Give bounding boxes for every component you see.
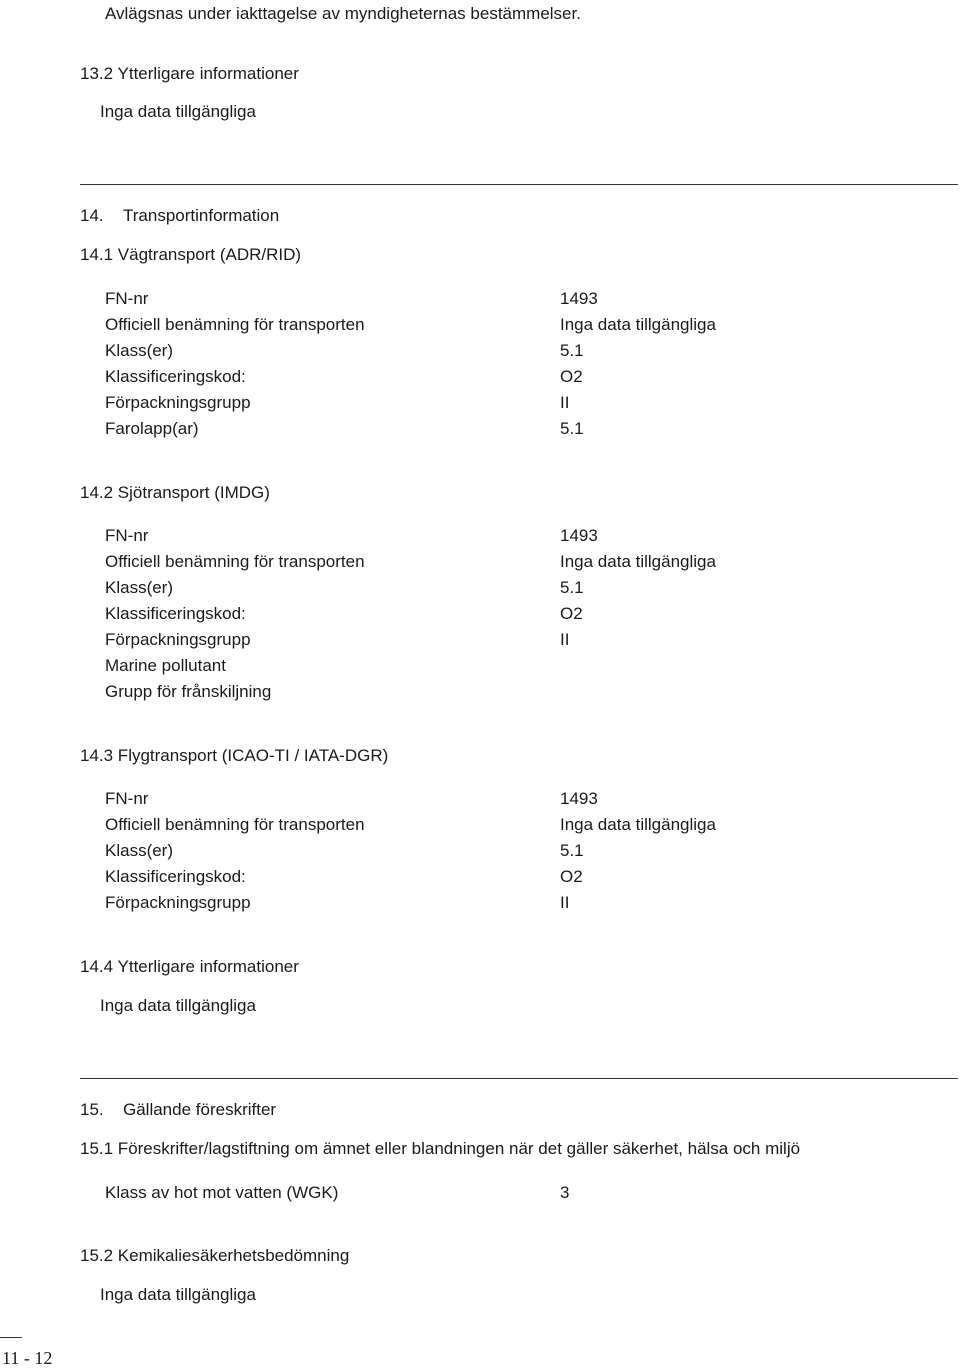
sea-value-class: 5.1 (560, 578, 584, 597)
section-14-2-heading: 14.2 Sjötransport (IMDG) (80, 483, 270, 502)
section-13-2-text: Inga data tillgängliga (100, 102, 256, 121)
section-divider (80, 1078, 958, 1079)
road-value-class: 5.1 (560, 341, 584, 360)
air-label-classification-code: Klassificeringskod: (105, 867, 246, 886)
air-value-class: 5.1 (560, 841, 584, 860)
wgk-value: 3 (560, 1183, 570, 1202)
section-15-number: 15. (80, 1100, 104, 1119)
road-label-classification-code: Klassificeringskod: (105, 367, 246, 386)
section-13-2-heading: 13.2 Ytterligare informationer (80, 64, 299, 83)
wgk-label: Klass av hot mot vatten (WGK) (105, 1183, 339, 1202)
sea-label-un-number: FN-nr (105, 526, 149, 545)
road-value-hazard-label: 5.1 (560, 419, 584, 438)
section-14-number: 14. (80, 206, 104, 225)
section-15-2-text: Inga data tillgängliga (100, 1285, 256, 1304)
sea-label-shipping-name: Officiell benämning för transporten (105, 552, 365, 571)
air-value-un-number: 1493 (560, 789, 598, 808)
air-label-packing-group: Förpackningsgrupp (105, 893, 251, 912)
sea-label-packing-group: Förpackningsgrupp (105, 630, 251, 649)
section-14-4-heading: 14.4 Ytterligare informationer (80, 957, 299, 976)
section-15-title: Gällande föreskrifter (123, 1100, 277, 1119)
road-value-classification-code: O2 (560, 367, 583, 386)
sea-label-classification-code: Klassificeringskod: (105, 604, 246, 623)
footer-rule (0, 1337, 22, 1338)
sea-value-packing-group: II (560, 630, 570, 649)
sea-label-class: Klass(er) (105, 578, 174, 597)
road-label-shipping-name: Officiell benämning för transporten (105, 315, 365, 334)
section-14-title: Transportinformation (123, 206, 280, 225)
section-14-4-text: Inga data tillgängliga (100, 996, 256, 1015)
air-label-class: Klass(er) (105, 841, 174, 860)
air-label-shipping-name: Officiell benämning för transporten (105, 815, 365, 834)
page-number: 11 - 12 (2, 1348, 53, 1368)
section-14-3-heading: 14.3 Flygtransport (ICAO-TI / IATA-DGR) (80, 746, 389, 765)
road-value-packing-group: II (560, 393, 570, 412)
air-value-classification-code: O2 (560, 867, 583, 886)
section-14-1-heading: 14.1 Vägtransport (ADR/RID) (80, 245, 302, 264)
sea-label-marine-pollutant: Marine pollutant (105, 656, 226, 675)
air-value-shipping-name: Inga data tillgängliga (560, 815, 716, 834)
air-value-packing-group: II (560, 893, 570, 912)
sea-value-un-number: 1493 (560, 526, 598, 545)
sea-value-classification-code: O2 (560, 604, 583, 623)
road-value-shipping-name: Inga data tillgängliga (560, 315, 716, 334)
road-value-un-number: 1493 (560, 289, 598, 308)
road-label-packing-group: Förpackningsgrupp (105, 393, 251, 412)
sea-value-shipping-name: Inga data tillgängliga (560, 552, 716, 571)
section-divider (80, 184, 958, 185)
road-label-class: Klass(er) (105, 341, 174, 360)
road-label-hazard-label: Farolapp(ar) (105, 419, 199, 438)
air-label-un-number: FN-nr (105, 789, 149, 808)
sea-label-segregation-group: Grupp för frånskiljning (105, 682, 272, 701)
road-label-un-number: FN-nr (105, 289, 149, 308)
disposal-note: Avlägsnas under iakttagelse av myndigheternas bestämmelser. (105, 4, 581, 23)
section-15-1-heading: 15.1 Föreskrifter/lagstiftning om ämnet eller blandningen när det gäller säkerhet, hälsa och miljö (80, 1139, 801, 1158)
section-15-2-heading: 15.2 Kemikaliesäkerhetsbedömning (80, 1246, 350, 1265)
